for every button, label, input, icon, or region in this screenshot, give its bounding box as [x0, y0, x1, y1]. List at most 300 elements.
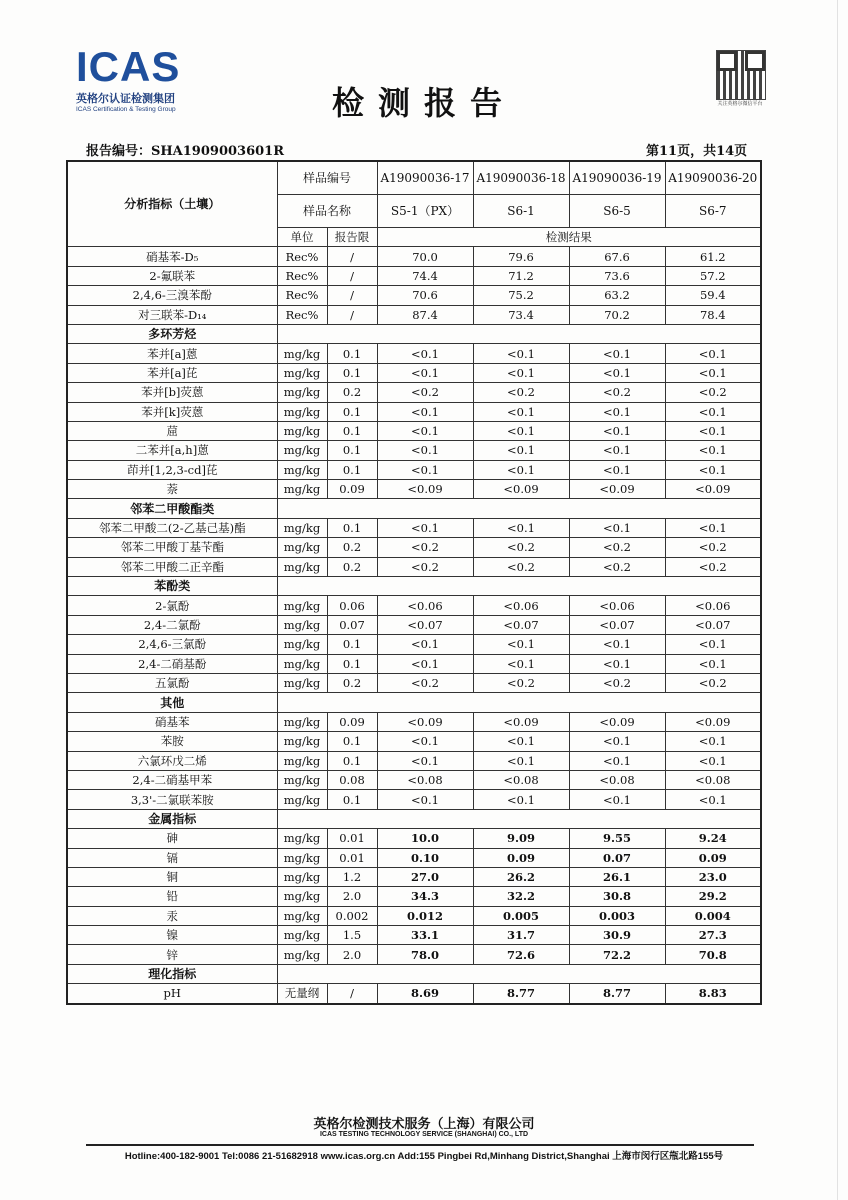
group-title: 邻苯二甲酸酯类	[67, 499, 277, 518]
result-cell: <0.1	[473, 790, 569, 809]
unit-cell: mg/kg	[277, 344, 327, 363]
unit-cell: mg/kg	[277, 926, 327, 945]
table-row	[67, 480, 761, 499]
sample-name: S6-5	[569, 195, 665, 228]
group-title: 金属指标	[67, 809, 277, 828]
result-cell: <0.1	[569, 518, 665, 537]
sample-no: A19090036-19	[569, 161, 665, 195]
result-cell: 23.0	[665, 867, 761, 886]
result-cell: <0.1	[377, 363, 473, 382]
analysis-label: 分析指标（土壤）	[67, 161, 277, 247]
analyte-name: 汞	[67, 906, 277, 925]
analyte-name: 镉	[67, 848, 277, 867]
result-cell: <0.1	[377, 732, 473, 751]
result-cell: <0.2	[665, 538, 761, 557]
unit-cell: mg/kg	[277, 848, 327, 867]
analyte-name: 茚并[1,2,3-cd]芘	[67, 460, 277, 479]
unit-cell: mg/kg	[277, 732, 327, 751]
limit-cell: 0.1	[327, 751, 377, 770]
table-row	[67, 848, 761, 867]
unit-cell: mg/kg	[277, 421, 327, 440]
limit-cell: 2.0	[327, 945, 377, 964]
result-cell: 59.4	[665, 286, 761, 305]
result-cell: <0.1	[665, 635, 761, 654]
table-row	[67, 344, 761, 363]
limit-cell: 0.1	[327, 732, 377, 751]
result-cell: 8.69	[377, 984, 473, 1004]
analyte-name: 䓛	[67, 421, 277, 440]
result-cell: <0.2	[377, 538, 473, 557]
analyte-name: 苯胺	[67, 732, 277, 751]
result-cell: <0.1	[377, 421, 473, 440]
table-row	[67, 247, 761, 266]
result-cell: <0.09	[473, 480, 569, 499]
result-cell: <0.07	[665, 615, 761, 634]
result-cell: 9.09	[473, 829, 569, 848]
result-cell: <0.1	[665, 790, 761, 809]
unit-cell: mg/kg	[277, 402, 327, 421]
result-cell: <0.1	[569, 732, 665, 751]
table-row	[67, 829, 761, 848]
result-cell: <0.1	[377, 441, 473, 460]
limit-cell: 0.1	[327, 441, 377, 460]
result-cell: <0.07	[377, 615, 473, 634]
unit-cell: mg/kg	[277, 906, 327, 925]
result-cell: <0.1	[569, 790, 665, 809]
limit-cell: 0.01	[327, 829, 377, 848]
unit-cell: mg/kg	[277, 596, 327, 615]
result-cell: <0.1	[569, 635, 665, 654]
limit-cell: 0.2	[327, 538, 377, 557]
table-row	[67, 596, 761, 615]
unit-cell: mg/kg	[277, 945, 327, 964]
analyte-name: 五氯酚	[67, 673, 277, 692]
sample-name: S6-1	[473, 195, 569, 228]
unit-cell: mg/kg	[277, 712, 327, 731]
result-cell: 70.2	[569, 305, 665, 324]
group-title: 多环芳烃	[67, 324, 277, 343]
unit-cell: Rec%	[277, 305, 327, 324]
result-cell: 0.10	[377, 848, 473, 867]
group-header-row	[67, 693, 761, 712]
unit-cell: mg/kg	[277, 441, 327, 460]
result-cell: <0.1	[569, 460, 665, 479]
result-cell: 61.2	[665, 247, 761, 266]
result-cell: <0.1	[665, 421, 761, 440]
result-cell: <0.09	[473, 712, 569, 731]
limit-cell: 1.5	[327, 926, 377, 945]
unit-cell: mg/kg	[277, 518, 327, 537]
result-cell: <0.1	[473, 441, 569, 460]
analyte-name: 苯并[b]荧蒽	[67, 383, 277, 402]
result-cell: <0.1	[569, 441, 665, 460]
result-cell: 34.3	[377, 887, 473, 906]
result-cell: <0.2	[377, 673, 473, 692]
result-cell: 26.1	[569, 867, 665, 886]
page-edge	[837, 0, 838, 1200]
limit-cell: 0.1	[327, 518, 377, 537]
unit-cell: Rec%	[277, 247, 327, 266]
result-cell: <0.1	[665, 732, 761, 751]
unit-cell: mg/kg	[277, 751, 327, 770]
result-cell: <0.1	[665, 402, 761, 421]
page-number: 第11页，共14页	[646, 144, 748, 159]
limit-cell: 0.002	[327, 906, 377, 925]
analyte-name: 2,4-二氯酚	[67, 615, 277, 634]
result-cell: <0.2	[473, 557, 569, 576]
result-cell: 9.55	[569, 829, 665, 848]
table-row	[67, 984, 761, 1004]
result-cell: 27.3	[665, 926, 761, 945]
table-row	[67, 383, 761, 402]
result-cell: <0.1	[473, 635, 569, 654]
result-cell: <0.1	[665, 363, 761, 382]
sample-name: S6-7	[665, 195, 761, 228]
limit-cell: 0.01	[327, 848, 377, 867]
table-row	[67, 441, 761, 460]
limit-cell: /	[327, 984, 377, 1004]
result-cell: 0.012	[377, 906, 473, 925]
sample-name-label: 样品名称	[277, 195, 377, 228]
group-blank-cell	[277, 324, 761, 343]
limit-cell: 0.2	[327, 557, 377, 576]
group-header-row	[67, 499, 761, 518]
table-row	[67, 867, 761, 886]
footer-company-en: ICAS TESTING TECHNOLOGY SERVICE (SHANGHAI) CO., LTD	[319, 1131, 529, 1138]
limit-cell: 0.08	[327, 770, 377, 789]
group-blank-cell	[277, 577, 761, 596]
result-cell: 9.24	[665, 829, 761, 848]
result-cell: 32.2	[473, 887, 569, 906]
result-cell: <0.08	[569, 770, 665, 789]
result-cell: 78.4	[665, 305, 761, 324]
result-cell: <0.1	[569, 402, 665, 421]
result-cell: <0.09	[569, 712, 665, 731]
analyte-name: 硝基苯-D₅	[67, 247, 277, 266]
result-cell: <0.2	[377, 383, 473, 402]
limit-cell: 0.1	[327, 344, 377, 363]
results-table	[66, 160, 762, 1005]
analyte-name: 镍	[67, 926, 277, 945]
result-cell: <0.07	[473, 615, 569, 634]
result-cell: <0.1	[473, 363, 569, 382]
sample-no: A19090036-20	[665, 161, 761, 195]
result-cell: <0.1	[377, 790, 473, 809]
analyte-name: pH	[67, 984, 277, 1004]
limit-cell: 0.1	[327, 790, 377, 809]
result-cell: 75.2	[473, 286, 569, 305]
table-row	[67, 305, 761, 324]
table-row	[67, 615, 761, 634]
unit-cell: mg/kg	[277, 460, 327, 479]
unit-cell: mg/kg	[277, 363, 327, 382]
result-cell: 0.09	[665, 848, 761, 867]
table-row	[67, 673, 761, 692]
table-row	[67, 460, 761, 479]
result-cell: <0.2	[569, 557, 665, 576]
result-cell: <0.1	[569, 751, 665, 770]
result-cell: <0.07	[569, 615, 665, 634]
unit-cell: Rec%	[277, 266, 327, 285]
table-row	[67, 770, 761, 789]
analyte-name: 邻苯二甲酸二(2-乙基己基)酯	[67, 518, 277, 537]
table-row	[67, 926, 761, 945]
result-cell: <0.1	[377, 654, 473, 673]
unit-cell: mg/kg	[277, 790, 327, 809]
table-row	[67, 732, 761, 751]
unit-cell: mg/kg	[277, 673, 327, 692]
limit-cell: 1.2	[327, 867, 377, 886]
table-row	[67, 790, 761, 809]
result-cell: 0.005	[473, 906, 569, 925]
unit-label: 单位	[277, 228, 327, 247]
result-cell: 70.8	[665, 945, 761, 964]
result-cell: <0.1	[473, 402, 569, 421]
table-row	[67, 286, 761, 305]
result-cell: <0.1	[377, 751, 473, 770]
group-title: 其他	[67, 693, 277, 712]
result-cell: <0.2	[473, 538, 569, 557]
group-blank-cell	[277, 499, 761, 518]
result-cell: 29.2	[665, 887, 761, 906]
result-cell: 70.0	[377, 247, 473, 266]
sample-no: A19090036-17	[377, 161, 473, 195]
table-row	[67, 421, 761, 440]
limit-cell: 2.0	[327, 887, 377, 906]
analyte-name: 对三联苯-D₁₄	[67, 305, 277, 324]
group-header-row	[67, 324, 761, 343]
result-cell: 67.6	[569, 247, 665, 266]
limit-cell: /	[327, 247, 377, 266]
table-row	[67, 635, 761, 654]
result-cell: <0.1	[665, 518, 761, 537]
result-cell: 33.1	[377, 926, 473, 945]
limit-cell: /	[327, 286, 377, 305]
result-cell: 78.0	[377, 945, 473, 964]
unit-cell: 无量纲	[277, 984, 327, 1004]
result-cell: 30.9	[569, 926, 665, 945]
result-cell: <0.08	[473, 770, 569, 789]
limit-cell: 0.1	[327, 635, 377, 654]
result-cell: 63.2	[569, 286, 665, 305]
group-title: 理化指标	[67, 964, 277, 983]
result-cell: 10.0	[377, 829, 473, 848]
result-cell: <0.1	[569, 344, 665, 363]
analyte-name: 2-氯酚	[67, 596, 277, 615]
sample-no-label: 样品编号	[277, 161, 377, 195]
group-blank-cell	[277, 809, 761, 828]
table-row	[67, 906, 761, 925]
analyte-name: 2,4-二硝基酚	[67, 654, 277, 673]
result-cell: 26.2	[473, 867, 569, 886]
analyte-name: 苯并[k]荧蒽	[67, 402, 277, 421]
result-cell: 79.6	[473, 247, 569, 266]
analyte-name: 2,4,6-三溴苯酚	[67, 286, 277, 305]
result-cell: <0.2	[665, 383, 761, 402]
group-blank-cell	[277, 693, 761, 712]
result-cell: <0.1	[665, 654, 761, 673]
result-cell: 70.6	[377, 286, 473, 305]
limit-label: 报告限	[327, 228, 377, 247]
result-cell: <0.1	[473, 751, 569, 770]
result-cell: 30.8	[569, 887, 665, 906]
result-cell: 71.2	[473, 266, 569, 285]
result-cell: <0.1	[665, 460, 761, 479]
table-row	[67, 363, 761, 382]
analyte-name: 硝基苯	[67, 712, 277, 731]
analyte-name: 苯并[a]芘	[67, 363, 277, 382]
limit-cell: 0.07	[327, 615, 377, 634]
result-cell: <0.1	[377, 635, 473, 654]
qr-code-icon	[716, 50, 766, 100]
result-cell: <0.2	[665, 557, 761, 576]
limit-cell: /	[327, 266, 377, 285]
group-header-row	[67, 809, 761, 828]
limit-cell: 0.1	[327, 654, 377, 673]
report-number: 报告编号：SHA1909003601R	[86, 144, 285, 159]
unit-cell: mg/kg	[277, 557, 327, 576]
result-cell: <0.06	[569, 596, 665, 615]
table-row	[67, 538, 761, 557]
result-cell: <0.1	[665, 751, 761, 770]
result-cell: <0.08	[665, 770, 761, 789]
result-cell: <0.09	[665, 480, 761, 499]
result-cell: <0.1	[377, 460, 473, 479]
analyte-name: 砷	[67, 829, 277, 848]
result-cell: <0.1	[377, 344, 473, 363]
group-header-row	[67, 964, 761, 983]
unit-cell: mg/kg	[277, 770, 327, 789]
result-cell: 8.77	[569, 984, 665, 1004]
limit-cell: 0.09	[327, 712, 377, 731]
result-cell: <0.1	[377, 518, 473, 537]
result-cell: 74.4	[377, 266, 473, 285]
table-row	[67, 518, 761, 537]
analyte-name: 锌	[67, 945, 277, 964]
limit-cell: 0.1	[327, 421, 377, 440]
result-cell: <0.08	[377, 770, 473, 789]
result-cell: <0.1	[569, 363, 665, 382]
analyte-name: 2,4,6-三氯酚	[67, 635, 277, 654]
table-row	[67, 654, 761, 673]
footer-company-cn: 英格尔检测技术服务（上海）有限公司	[313, 1117, 535, 1132]
result-cell: 87.4	[377, 305, 473, 324]
analyte-name: 2,4-二硝基甲苯	[67, 770, 277, 789]
result-cell: 72.6	[473, 945, 569, 964]
result-cell: <0.1	[377, 402, 473, 421]
unit-cell: mg/kg	[277, 615, 327, 634]
sample-no: A19090036-18	[473, 161, 569, 195]
unit-cell: mg/kg	[277, 887, 327, 906]
result-label: 检测结果	[377, 228, 761, 247]
limit-cell: 0.09	[327, 480, 377, 499]
page-title: 检测报告	[331, 84, 516, 122]
result-cell: <0.06	[377, 596, 473, 615]
table-row	[67, 712, 761, 731]
result-cell: <0.1	[473, 421, 569, 440]
result-cell: 8.83	[665, 984, 761, 1004]
result-cell: <0.1	[665, 344, 761, 363]
table-row	[67, 557, 761, 576]
result-cell: 57.2	[665, 266, 761, 285]
result-cell: <0.09	[377, 712, 473, 731]
footer-contact: Hotline:400-182-9001 Tel:0086 21-51682918 www.icas.org.cn Add:155 Pingbei Rd,Minhang District,Shanghai 上海市闵行区甁北路155号	[124, 1151, 724, 1162]
sample-name: S5-1（PX）	[377, 195, 473, 228]
result-cell: <0.1	[473, 518, 569, 537]
result-cell: 0.004	[665, 906, 761, 925]
unit-cell: mg/kg	[277, 383, 327, 402]
unit-cell: Rec%	[277, 286, 327, 305]
limit-cell: 0.2	[327, 673, 377, 692]
group-blank-cell	[277, 964, 761, 983]
result-cell: <0.1	[473, 460, 569, 479]
group-header-row	[67, 577, 761, 596]
result-cell: <0.1	[473, 344, 569, 363]
logo-en-text: ICAS Certification & Testing Group	[76, 106, 176, 113]
result-cell: <0.2	[473, 383, 569, 402]
analyte-name: 二苯并[a,h]蒽	[67, 441, 277, 460]
analyte-name: 铅	[67, 887, 277, 906]
result-cell: 72.2	[569, 945, 665, 964]
unit-cell: mg/kg	[277, 829, 327, 848]
result-cell: <0.2	[377, 557, 473, 576]
unit-cell: mg/kg	[277, 635, 327, 654]
result-cell: 27.0	[377, 867, 473, 886]
result-cell: <0.2	[569, 673, 665, 692]
unit-cell: mg/kg	[277, 480, 327, 499]
limit-cell: /	[327, 305, 377, 324]
unit-cell: mg/kg	[277, 654, 327, 673]
result-cell: 0.003	[569, 906, 665, 925]
analyte-name: 2-氟联苯	[67, 266, 277, 285]
limit-cell: 0.2	[327, 383, 377, 402]
analyte-name: 邻苯二甲酸丁基苄酯	[67, 538, 277, 557]
logo-mark: ICAS	[76, 43, 181, 90]
analyte-name: 邻苯二甲酸二正辛酯	[67, 557, 277, 576]
unit-cell: mg/kg	[277, 538, 327, 557]
qr-caption: 关注英格尔微信平台	[717, 101, 763, 107]
result-cell: <0.09	[569, 480, 665, 499]
result-cell: <0.09	[665, 712, 761, 731]
result-cell: <0.1	[473, 654, 569, 673]
table-row	[67, 402, 761, 421]
result-cell: 0.07	[569, 848, 665, 867]
result-cell: <0.1	[473, 732, 569, 751]
analyte-name: 萘	[67, 480, 277, 499]
limit-cell: 0.1	[327, 402, 377, 421]
logo-cn-text: 英格尔认证检测集团	[76, 92, 175, 105]
limit-cell: 0.06	[327, 596, 377, 615]
results-table-body	[67, 161, 761, 1004]
table-row	[67, 751, 761, 770]
result-cell: 0.09	[473, 848, 569, 867]
analyte-name: 3,3'-二氯联苯胺	[67, 790, 277, 809]
footer-divider	[86, 1144, 754, 1146]
sample-no-row	[67, 161, 761, 195]
limit-cell: 0.1	[327, 363, 377, 382]
result-cell: <0.2	[569, 383, 665, 402]
table-row	[67, 887, 761, 906]
result-cell: 8.77	[473, 984, 569, 1004]
analyte-name: 铜	[67, 867, 277, 886]
result-cell: <0.1	[665, 441, 761, 460]
result-cell: <0.06	[665, 596, 761, 615]
unit-cell: mg/kg	[277, 867, 327, 886]
analyte-name: 苯并[a]蒽	[67, 344, 277, 363]
result-cell: <0.2	[569, 538, 665, 557]
group-title: 苯酚类	[67, 577, 277, 596]
result-cell: <0.09	[377, 480, 473, 499]
